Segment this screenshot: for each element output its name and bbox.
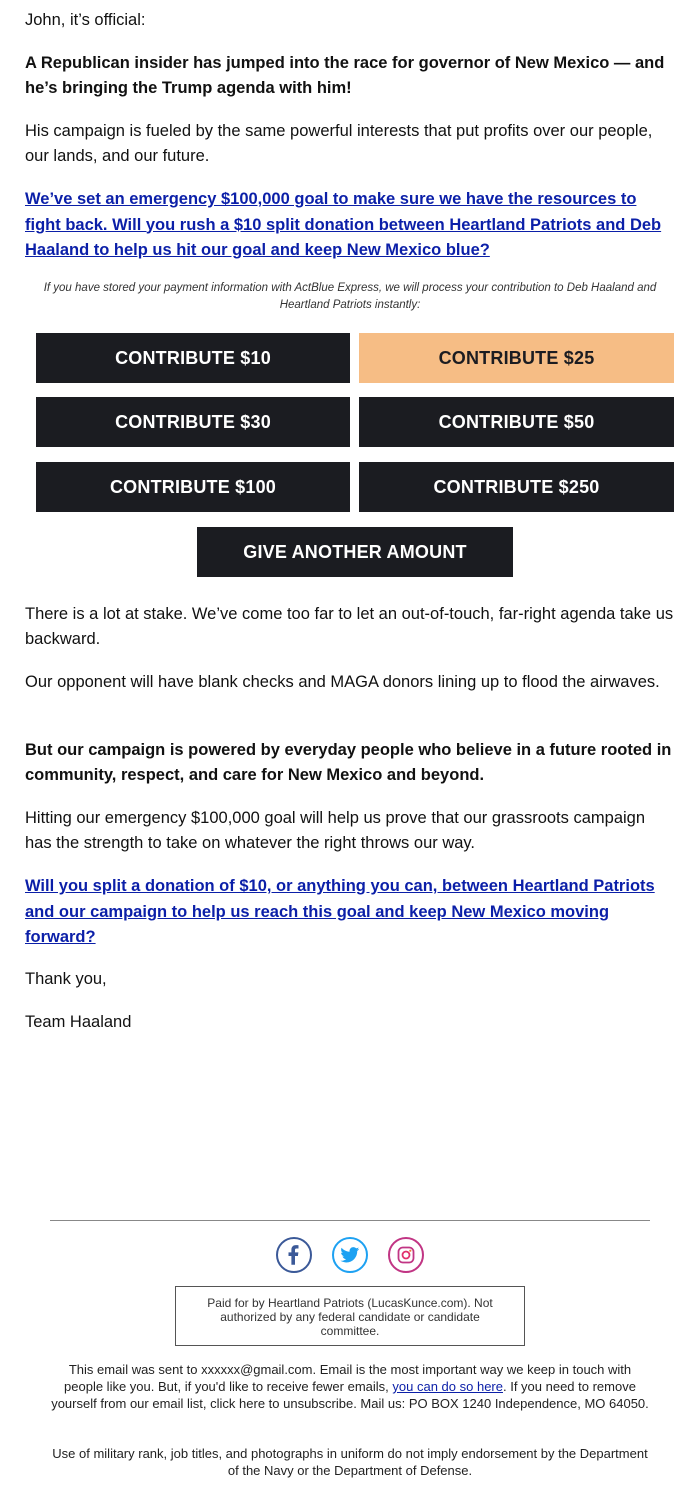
instagram-icon[interactable] xyxy=(388,1237,424,1273)
actblue-express-note: If you have stored your payment information with ActBlue Express, we will process your contribution to Deb Haaland and Heartland Patriots instantly: xyxy=(43,282,657,311)
military-disclaimer: Use of military rank, job titles, and photographs in uniform do not imply endorsement by the Department of the Navy or the Department of Defense. xyxy=(52,1446,648,1478)
footer-email-notice xyxy=(50,1361,650,1412)
facebook-icon[interactable] xyxy=(276,1237,312,1273)
paragraph-everyday-people: But our campaign is powered by everyday people who believe in a future rooted in community, respect, and care for New Mexico and beyond. xyxy=(25,741,672,784)
contribute-10-button[interactable]: CONTRIBUTE $10 xyxy=(36,333,350,383)
signature: Team Haaland xyxy=(25,1013,132,1031)
contribute-250-button[interactable]: CONTRIBUTE $250 xyxy=(359,462,674,512)
contribute-100-button[interactable]: CONTRIBUTE $100 xyxy=(36,462,350,512)
give-another-amount-button[interactable]: GIVE ANOTHER AMOUNT xyxy=(197,527,513,577)
footer-divider xyxy=(50,1220,650,1221)
greeting: John, it’s official: xyxy=(25,11,146,29)
sent-suffix: . If you need to remove yourself from our email list, click here to unsubscribe. Mail us: PO BOX 1240 Independence, MO 64050. xyxy=(51,1379,649,1411)
paragraph-stakes: There is a lot at stake. We’ve come too far to let an out-of-touch, far-right agenda take us backward. xyxy=(25,605,674,648)
contribute-50-button[interactable]: CONTRIBUTE $50 xyxy=(359,397,674,447)
paragraph-opponent: Our opponent will have blank checks and MAGA donors lining up to flood the airwaves. xyxy=(25,673,660,691)
twitter-icon[interactable] xyxy=(332,1237,368,1273)
signoff: Thank you, xyxy=(25,970,107,988)
paragraph-intro: His campaign is fueled by the same powerful interests that put profits over our people, our lands, and our future. xyxy=(25,122,653,165)
sent-mid: . Email is the most important way we keep in touch with people like you. But, if you'd like to receive fewer emails, xyxy=(64,1362,632,1394)
cta-paragraph-2 xyxy=(25,874,675,951)
paid-for-disclaimer: Paid for by Heartland Patriots (LucasKunce.com). Not authorized by any federal candidate or candidate committee. xyxy=(175,1286,525,1346)
paragraph-goal: Hitting our emergency $100,000 goal will help us prove that our grassroots campaign has the strength to take on whatever the right throws our way. xyxy=(25,809,646,852)
contribute-25-button[interactable]: CONTRIBUTE $25 xyxy=(359,333,674,383)
headline: A Republican insider has jumped into the race for governor of New Mexico — and he’s bringing the Trump agenda with him! xyxy=(25,54,665,97)
contribute-30-button[interactable]: CONTRIBUTE $30 xyxy=(36,397,350,447)
donate-link-2[interactable]: Will you split a donation of $10, or anything you can, between Heartland Patriots and our campaign to help us reach this goal and keep New Mexico moving forward? xyxy=(25,877,655,946)
fewer-emails-link[interactable]: you can do so here xyxy=(392,1379,503,1394)
donate-link-1[interactable]: We’ve set an emergency $100,000 goal to make sure we have the resources to fight back. Will you rush a $10 split donation between Heartland Patriots and Deb Haaland to help us hit our goal and keep New Mexico blue? xyxy=(25,190,662,259)
cta-paragraph-1 xyxy=(25,187,675,264)
recipient-email: xxxxxx@gmail.com xyxy=(201,1362,313,1377)
sent-prefix: This email was sent to xyxy=(68,1362,202,1377)
